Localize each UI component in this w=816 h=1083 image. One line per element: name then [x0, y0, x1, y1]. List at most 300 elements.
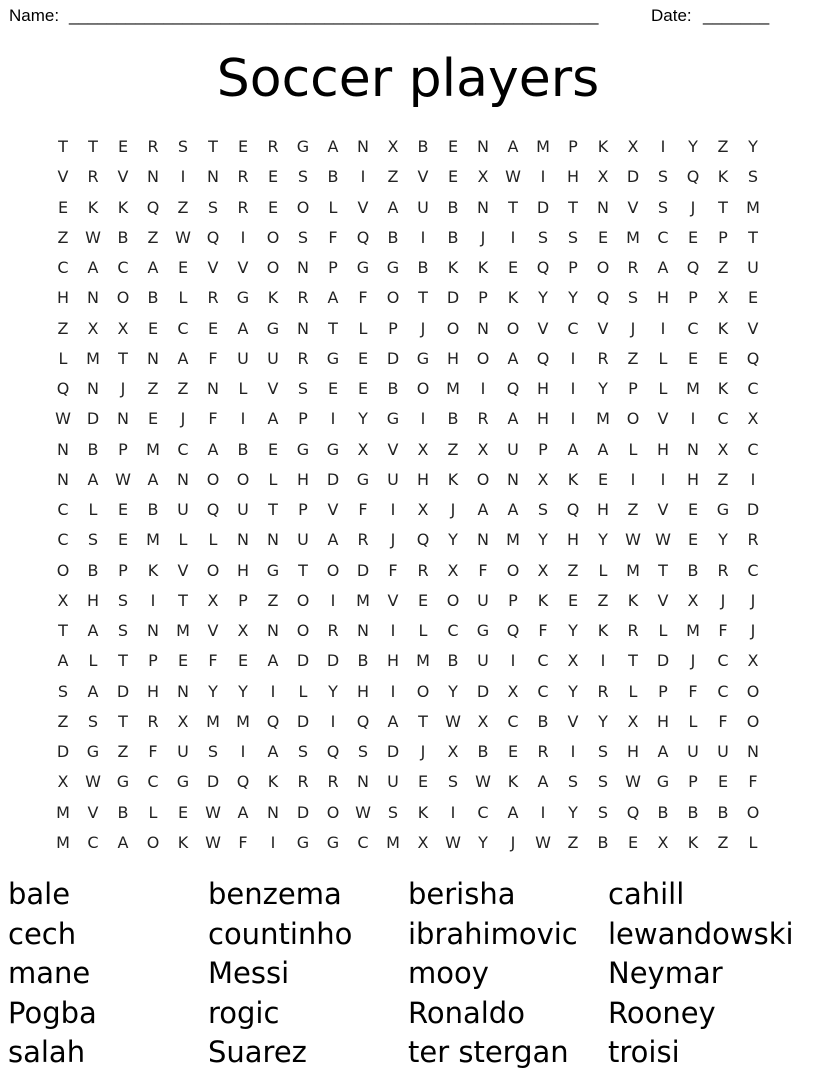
grid-letter: N — [687, 439, 699, 459]
grid-letter: H — [416, 469, 430, 489]
grid-letter: B — [447, 409, 459, 429]
grid-letter: K — [267, 288, 279, 308]
grid-letter: K — [147, 560, 159, 580]
grid-row — [48, 253, 768, 283]
grid-letter: D — [86, 409, 100, 429]
grid-letter: B — [237, 439, 249, 459]
grid-letter: X — [87, 318, 99, 338]
grid-letter: S — [747, 167, 759, 187]
grid-letter: S — [117, 621, 129, 641]
grid-letter: H — [236, 560, 250, 580]
grid-letter: V — [747, 318, 759, 338]
grid-letter: G — [176, 772, 190, 792]
date-field-line: _______ — [703, 6, 770, 25]
grid-letter: K — [417, 802, 429, 822]
grid-letter: E — [237, 137, 249, 157]
grid-letter: G — [116, 772, 130, 792]
grid-letter: A — [387, 197, 399, 217]
grid-row — [48, 283, 768, 313]
grid-letter: X — [177, 711, 189, 731]
grid-row — [48, 737, 768, 767]
grid-letter: S — [597, 742, 609, 762]
grid-letter: G — [386, 258, 400, 278]
grid-letter: Y — [478, 832, 488, 852]
grid-letter: V — [567, 711, 579, 731]
grid-letter: I — [390, 681, 396, 701]
grid-letter: F — [358, 500, 368, 520]
grid-letter: E — [447, 167, 459, 187]
grid-letter: E — [207, 318, 219, 338]
grid-letter: W — [205, 832, 221, 852]
grid-letter: Z — [717, 469, 729, 489]
grid-letter: L — [688, 711, 698, 731]
grid-letter: N — [267, 802, 279, 822]
grid-letter: G — [416, 348, 430, 368]
grid-letter: Q — [506, 379, 520, 399]
grid-letter: B — [327, 167, 339, 187]
grid-letter: T — [118, 711, 128, 731]
grid-letter: M — [236, 711, 250, 731]
grid-letter: V — [177, 560, 189, 580]
grid-letter: S — [207, 742, 219, 762]
grid-row — [48, 162, 768, 192]
grid-letter: R — [717, 560, 729, 580]
grid-letter: E — [627, 832, 639, 852]
grid-letter: H — [446, 348, 460, 368]
grid-letter: O — [266, 227, 280, 247]
grid-letter: A — [117, 832, 129, 852]
grid-row — [48, 495, 768, 525]
grid-letter: Y — [238, 681, 248, 701]
grid-letter: Q — [596, 288, 610, 308]
grid-letter: Z — [117, 742, 129, 762]
grid-letter: L — [88, 651, 98, 671]
grid-letter: A — [87, 258, 99, 278]
grid-letter: C — [717, 681, 729, 701]
grid-letter: H — [566, 167, 580, 187]
grid-letter: Z — [147, 227, 159, 247]
grid-letter: O — [236, 469, 250, 489]
grid-letter: P — [688, 772, 698, 792]
grid-letter: K — [687, 832, 699, 852]
grid-letter: H — [656, 288, 670, 308]
grid-letter: S — [297, 742, 309, 762]
grid-letter: Y — [328, 681, 338, 701]
grid-letter: U — [687, 742, 699, 762]
grid-letter: F — [538, 621, 548, 641]
grid-letter: G — [326, 832, 340, 852]
grid-letter: O — [506, 318, 520, 338]
grid-letter: E — [147, 318, 159, 338]
grid-letter: X — [627, 711, 639, 731]
grid-letter: C — [747, 379, 759, 399]
grid-letter: T — [58, 621, 68, 641]
grid-letter: Y — [748, 137, 758, 157]
grid-letter: Z — [387, 167, 399, 187]
grid-letter: S — [207, 197, 219, 217]
word-list-item: cech — [8, 916, 77, 951]
grid-letter: D — [536, 197, 550, 217]
grid-letter: U — [237, 348, 249, 368]
word-list-item: Ronaldo — [408, 995, 525, 1030]
grid-letter: N — [477, 530, 489, 550]
grid-letter: P — [298, 500, 308, 520]
grid-letter: U — [747, 258, 759, 278]
grid-letter: E — [507, 742, 519, 762]
grid-letter: G — [716, 500, 730, 520]
grid-letter: V — [117, 167, 129, 187]
grid-letter: Q — [626, 802, 640, 822]
grid-letter: V — [237, 258, 249, 278]
grid-letter: T — [508, 197, 518, 217]
grid-letter: F — [358, 288, 368, 308]
grid-letter: N — [357, 772, 369, 792]
grid-letter: G — [296, 832, 310, 852]
grid-letter: O — [386, 288, 400, 308]
grid-letter: V — [327, 500, 339, 520]
grid-letter: W — [445, 832, 461, 852]
grid-letter: V — [387, 439, 399, 459]
grid-letter: X — [717, 288, 729, 308]
word-list-item: Messi — [208, 956, 290, 990]
grid-letter: R — [747, 530, 759, 550]
grid-letter: P — [568, 258, 578, 278]
grid-letter: V — [627, 197, 639, 217]
grid-letter: W — [205, 802, 221, 822]
grid-letter: B — [597, 832, 609, 852]
grid-letter: Q — [356, 711, 370, 731]
grid-letter: Z — [567, 832, 579, 852]
grid-letter: T — [208, 137, 218, 157]
grid-row — [48, 344, 768, 374]
grid-letter: Y — [568, 802, 578, 822]
grid-letter: M — [146, 530, 160, 550]
grid-letter: K — [717, 379, 729, 399]
grid-letter: S — [447, 772, 459, 792]
grid-letter: H — [86, 590, 100, 610]
grid-letter: U — [267, 348, 279, 368]
grid-letter: Q — [746, 348, 760, 368]
grid-letter: X — [237, 621, 249, 641]
grid-letter: H — [566, 530, 580, 550]
grid-letter: W — [505, 167, 521, 187]
grid-letter: E — [57, 197, 69, 217]
grid-letter: E — [147, 409, 159, 429]
grid-letter: P — [538, 439, 548, 459]
grid-letter: T — [298, 560, 308, 580]
word-search-grid — [48, 132, 768, 858]
grid-letter: G — [656, 772, 670, 792]
grid-letter: J — [510, 832, 516, 852]
grid-letter: R — [327, 621, 339, 641]
grid-letter: X — [417, 832, 429, 852]
grid-letter: I — [660, 318, 666, 338]
grid-letter: T — [628, 651, 638, 671]
word-list-item: Pogba — [8, 995, 97, 1030]
grid-letter: I — [540, 167, 546, 187]
grid-letter: Y — [538, 530, 548, 550]
grid-letter: N — [357, 621, 369, 641]
grid-letter: H — [536, 409, 550, 429]
grid-letter: F — [718, 711, 728, 731]
grid-letter: L — [268, 469, 278, 489]
grid-letter: Y — [568, 681, 578, 701]
grid-letter: G — [266, 560, 280, 580]
grid-letter: B — [447, 651, 459, 671]
grid-letter: I — [540, 802, 546, 822]
grid-letter: S — [297, 167, 309, 187]
grid-letter: R — [297, 348, 309, 368]
grid-letter: J — [750, 590, 756, 610]
grid-letter: F — [478, 560, 488, 580]
grid-letter: R — [207, 288, 219, 308]
grid-letter: Z — [717, 258, 729, 278]
grid-letter: K — [507, 288, 519, 308]
grid-letter: N — [57, 469, 69, 489]
grid-letter: A — [567, 439, 579, 459]
grid-letter: K — [597, 621, 609, 641]
grid-letter: T — [748, 227, 758, 247]
grid-letter: S — [297, 379, 309, 399]
grid-letter: O — [506, 560, 520, 580]
grid-letter: P — [568, 137, 578, 157]
grid-letter: A — [267, 409, 279, 429]
grid-letter: Q — [566, 500, 580, 520]
grid-letter: N — [267, 621, 279, 641]
grid-letter: P — [658, 681, 668, 701]
grid-letter: I — [570, 742, 576, 762]
grid-letter: Z — [57, 318, 69, 338]
grid-letter: P — [118, 439, 128, 459]
grid-letter: Z — [267, 590, 279, 610]
grid-letter: E — [747, 288, 759, 308]
grid-letter: N — [117, 409, 129, 429]
grid-letter: V — [597, 318, 609, 338]
grid-letter: C — [507, 711, 519, 731]
grid-letter: Y — [358, 409, 368, 429]
page-title: Soccer players — [216, 49, 600, 109]
grid-letter: U — [477, 590, 489, 610]
grid-letter: L — [358, 318, 368, 338]
grid-letter: T — [418, 711, 428, 731]
grid-letter: D — [446, 288, 460, 308]
grid-row — [48, 374, 768, 404]
grid-letter: X — [597, 167, 609, 187]
grid-row — [48, 586, 768, 616]
grid-letter: A — [147, 469, 159, 489]
grid-letter: P — [148, 651, 158, 671]
grid-letter: O — [206, 560, 220, 580]
grid-letter: A — [87, 469, 99, 489]
grid-letter: N — [147, 167, 159, 187]
grid-letter: T — [178, 590, 188, 610]
grid-letter: L — [748, 832, 758, 852]
grid-letter: Z — [57, 711, 69, 731]
grid-letter: Z — [147, 379, 159, 399]
grid-letter: U — [297, 530, 309, 550]
grid-letter: G — [326, 439, 340, 459]
grid-letter: P — [118, 560, 128, 580]
grid-letter: I — [420, 409, 426, 429]
grid-letter: E — [687, 500, 699, 520]
grid-letter: T — [418, 288, 428, 308]
grid-letter: L — [208, 530, 218, 550]
grid-letter: C — [567, 318, 579, 338]
grid-letter: X — [357, 439, 369, 459]
grid-letter: S — [627, 288, 639, 308]
grid-letter: H — [626, 742, 640, 762]
grid-letter: W — [55, 409, 71, 429]
grid-letter: V — [87, 802, 99, 822]
grid-letter: P — [298, 409, 308, 429]
word-list-item: mane — [8, 956, 91, 990]
grid-letter: H — [656, 711, 670, 731]
grid-letter: E — [267, 167, 279, 187]
grid-letter: K — [567, 469, 579, 489]
grid-row — [48, 828, 768, 858]
grid-letter: N — [207, 167, 219, 187]
grid-letter: J — [420, 318, 426, 338]
grid-letter: O — [746, 711, 760, 731]
word-list-item: ibrahimovic — [408, 916, 578, 951]
grid-letter: K — [117, 197, 129, 217]
grid-letter: Y — [208, 681, 218, 701]
grid-row — [48, 616, 768, 646]
grid-letter: X — [657, 832, 669, 852]
grid-letter: S — [567, 227, 579, 247]
grid-letter: M — [596, 409, 610, 429]
grid-letter: E — [507, 258, 519, 278]
grid-letter: O — [326, 560, 340, 580]
grid-letter: C — [537, 651, 549, 671]
grid-letter: I — [330, 711, 336, 731]
grid-letter: P — [718, 227, 728, 247]
grid-letter: C — [117, 258, 129, 278]
grid-letter: Q — [536, 258, 550, 278]
grid-letter: I — [390, 621, 396, 641]
grid-letter: I — [570, 379, 576, 399]
grid-letter: L — [658, 621, 668, 641]
grid-row — [48, 707, 768, 737]
grid-letter: B — [87, 560, 99, 580]
grid-letter: L — [88, 500, 98, 520]
name-field-line: ________________________________________________________ — [69, 6, 599, 25]
grid-letter: B — [687, 802, 699, 822]
grid-row — [48, 314, 768, 344]
grid-letter: H — [56, 288, 70, 308]
grid-letter: X — [747, 409, 759, 429]
grid-letter: H — [296, 469, 310, 489]
grid-letter: T — [718, 197, 728, 217]
grid-letter: E — [267, 197, 279, 217]
grid-letter: Z — [597, 590, 609, 610]
grid-letter: E — [597, 227, 609, 247]
grid-letter: X — [537, 469, 549, 489]
grid-letter: A — [267, 742, 279, 762]
grid-letter: E — [177, 802, 189, 822]
grid-letter: Y — [568, 288, 578, 308]
grid-letter: O — [296, 590, 310, 610]
grid-letter: G — [266, 318, 280, 338]
grid-letter: E — [357, 379, 369, 399]
grid-row — [48, 525, 768, 555]
grid-letter: K — [477, 258, 489, 278]
grid-letter: Q — [686, 258, 700, 278]
grid-letter: S — [537, 227, 549, 247]
grid-letter: F — [748, 772, 758, 792]
grid-letter: Y — [448, 681, 458, 701]
grid-letter: X — [477, 711, 489, 731]
grid-letter: T — [88, 137, 98, 157]
grid-letter: M — [56, 802, 70, 822]
grid-letter: N — [297, 318, 309, 338]
grid-letter: H — [386, 651, 400, 671]
grid-letter: G — [356, 469, 370, 489]
grid-letter: C — [87, 832, 99, 852]
grid-letter: V — [57, 167, 69, 187]
grid-letter: N — [87, 288, 99, 308]
grid-letter: Q — [206, 227, 220, 247]
grid-letter: A — [147, 258, 159, 278]
grid-letter: B — [147, 288, 159, 308]
grid-letter: B — [357, 651, 369, 671]
grid-letter: X — [447, 560, 459, 580]
grid-letter: Z — [567, 560, 579, 580]
grid-letter: H — [356, 681, 370, 701]
grid-row — [48, 677, 768, 707]
grid-letter: Y — [568, 621, 578, 641]
grid-letter: B — [537, 711, 549, 731]
grid-letter: I — [480, 379, 486, 399]
grid-letter: R — [267, 137, 279, 157]
grid-letter: M — [206, 711, 220, 731]
grid-letter: B — [117, 227, 129, 247]
grid-letter: T — [328, 318, 338, 338]
grid-letter: J — [720, 590, 726, 610]
grid-letter: P — [328, 258, 338, 278]
grid-letter: V — [657, 590, 669, 610]
grid-letter: C — [537, 681, 549, 701]
grid-letter: A — [477, 500, 489, 520]
grid-letter: O — [476, 469, 490, 489]
grid-letter: S — [177, 137, 189, 157]
grid-letter: Q — [326, 742, 340, 762]
grid-letter: J — [480, 227, 486, 247]
grid-letter: N — [297, 258, 309, 278]
grid-letter: J — [750, 621, 756, 641]
grid-letter: I — [360, 167, 366, 187]
grid-letter: C — [177, 439, 189, 459]
grid-letter: O — [596, 258, 610, 278]
grid-letter: T — [658, 560, 668, 580]
grid-letter: U — [507, 439, 519, 459]
grid-letter: W — [625, 772, 641, 792]
grid-letter: G — [356, 258, 370, 278]
grid-letter: K — [537, 590, 549, 610]
grid-letter: Y — [598, 711, 608, 731]
grid-letter: U — [717, 742, 729, 762]
grid-row — [48, 435, 768, 465]
grid-letter: B — [417, 137, 429, 157]
word-list-item: countinho — [208, 916, 353, 951]
grid-letter: J — [180, 409, 186, 429]
grid-letter: A — [267, 651, 279, 671]
grid-letter: A — [57, 651, 69, 671]
grid-letter: S — [87, 530, 99, 550]
grid-row — [48, 798, 768, 828]
word-list — [8, 875, 808, 1073]
grid-letter: Y — [448, 530, 458, 550]
